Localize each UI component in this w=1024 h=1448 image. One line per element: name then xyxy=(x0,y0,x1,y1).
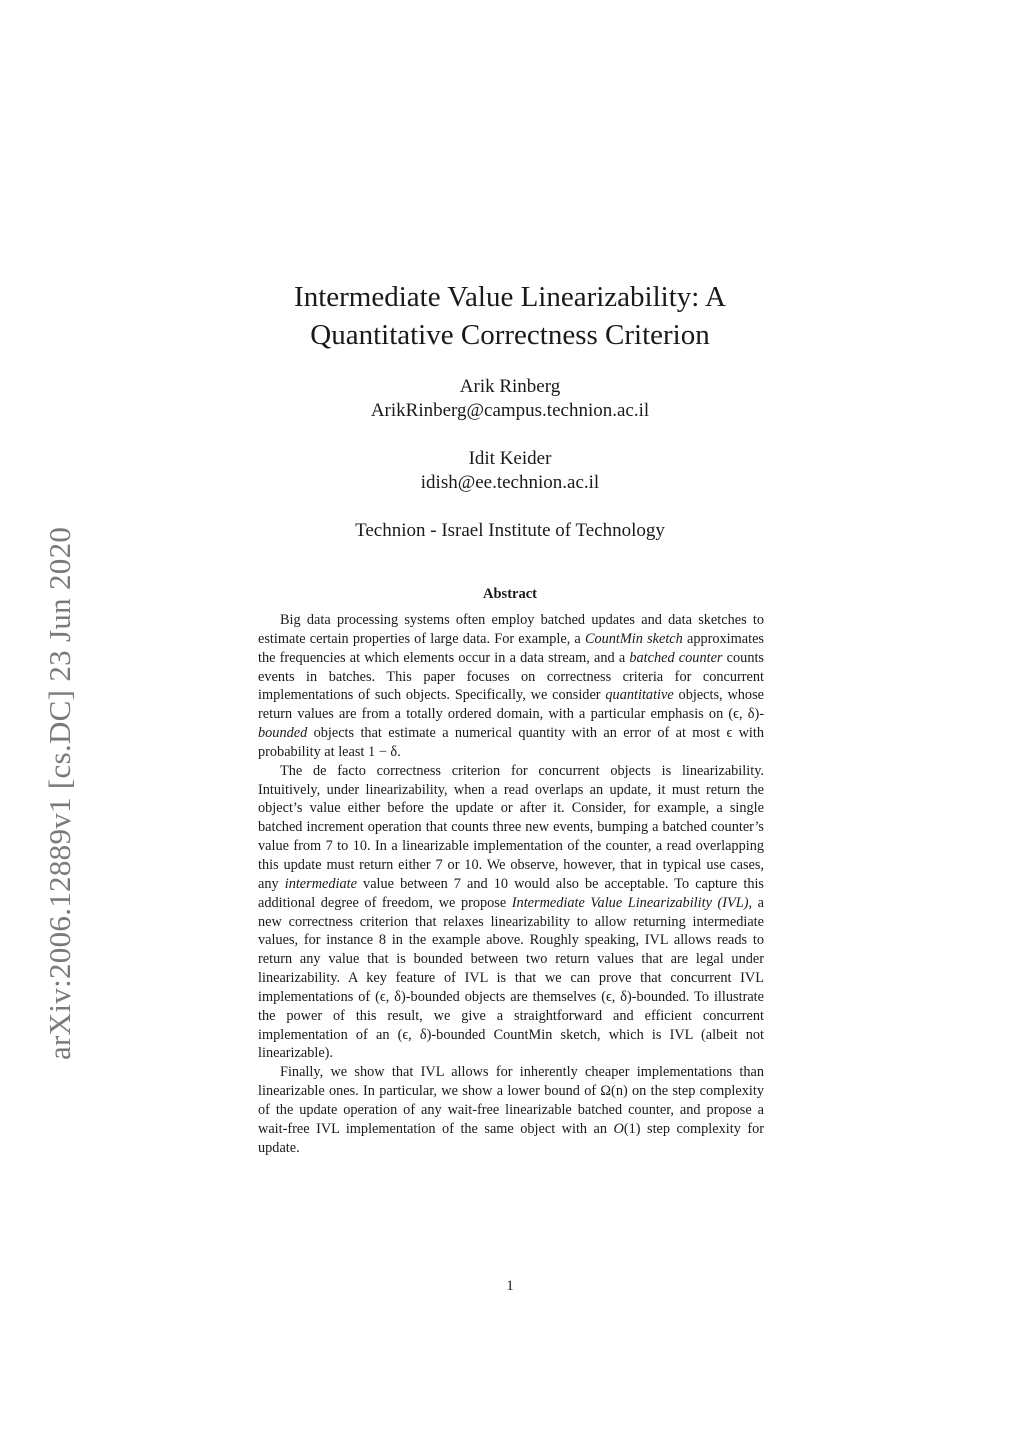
abstract-paragraph-2: The de facto correctness criterion for concurrent objects is linearizability. Intuitively, under linearizability, when a read overlaps an update, it must return the object’s value either before the update or after it. Consider, for example, a single batched increment operation that counts three new events, bumping a batched counter’s value from 7 to 10. In a linearizable implementation of the counter, a read overlapping this update must return either 7 or 10. We observe, however, that in typical use cases, any intermediate value between 7 and 10 would also be acceptable. To capture this additional degree of freedom, we propose Intermediate Value Linearizability (IVL), a new correctness criterion that relaxes linearizability to allow returning intermediate values, for instance 8 in the example above. Roughly speaking, IVL allows reads to return any value that is bounded between two return values that are legal under linearizability. A key feature of IVL is that we can prove that concurrent IVL implementations of (ϵ, δ)-bounded objects are themselves (ϵ, δ)-bounded. To illustrate the power of this result, we give a straightforward and efficient concurrent implementation of an (ϵ, δ)-bounded CountMin sketch, which is IVL (albeit not linearizable). xyxy=(258,762,764,1062)
author-1 xyxy=(200,375,820,423)
author-1-email: ArikRinberg@campus.technion.ac.il xyxy=(370,400,650,421)
author-2-name: Idit Keider xyxy=(468,448,552,469)
abstract-heading: Abstract xyxy=(483,586,537,602)
arxiv-identifier-stamp: arXiv:2006.12889v1 [cs.DC] 23 Jun 2020 xyxy=(42,526,77,1060)
abstract-paragraph-3: Finally, we show that IVL allows for inherently cheaper implementations than linearizable ones. In particular, we show a lower bound of Ω(n) on the step complexity of the update operation of any wait-free linearizable batched counter, and propose a wait-free IVL implementation of the same object with an O(1) step complexity for update. xyxy=(258,1064,764,1156)
page-number: 1 xyxy=(506,1278,514,1294)
author-2-email: idish@ee.technion.ac.il xyxy=(420,472,600,493)
title-line-2: Quantitative Correctness Criterion xyxy=(310,319,710,351)
abstract-body xyxy=(258,611,764,1157)
title-line-1: Intermediate Value Linearizability: A xyxy=(294,281,726,313)
author-1-name: Arik Rinberg xyxy=(459,376,561,397)
affiliation: Technion - Israel Institute of Technology xyxy=(355,520,665,541)
author-2 xyxy=(200,447,820,495)
paper-title xyxy=(200,278,820,354)
abstract-paragraph-1: Big data processing systems often employ batched updates and data sketches to estimate certain properties of large data. For example, a CountMin sketch approximates the frequencies at which elements occur in a data stream, and a batched counter counts events in batches. This paper focuses on correctness criteria for concurrent implementations of such objects. Specifically, we consider quantitative objects, whose return values are from a totally ordered domain, with a particular emphasis on (ϵ, δ)-bounded objects that estimate a numerical quantity with an error of at most ϵ with probability at least 1 − δ. xyxy=(258,612,764,760)
